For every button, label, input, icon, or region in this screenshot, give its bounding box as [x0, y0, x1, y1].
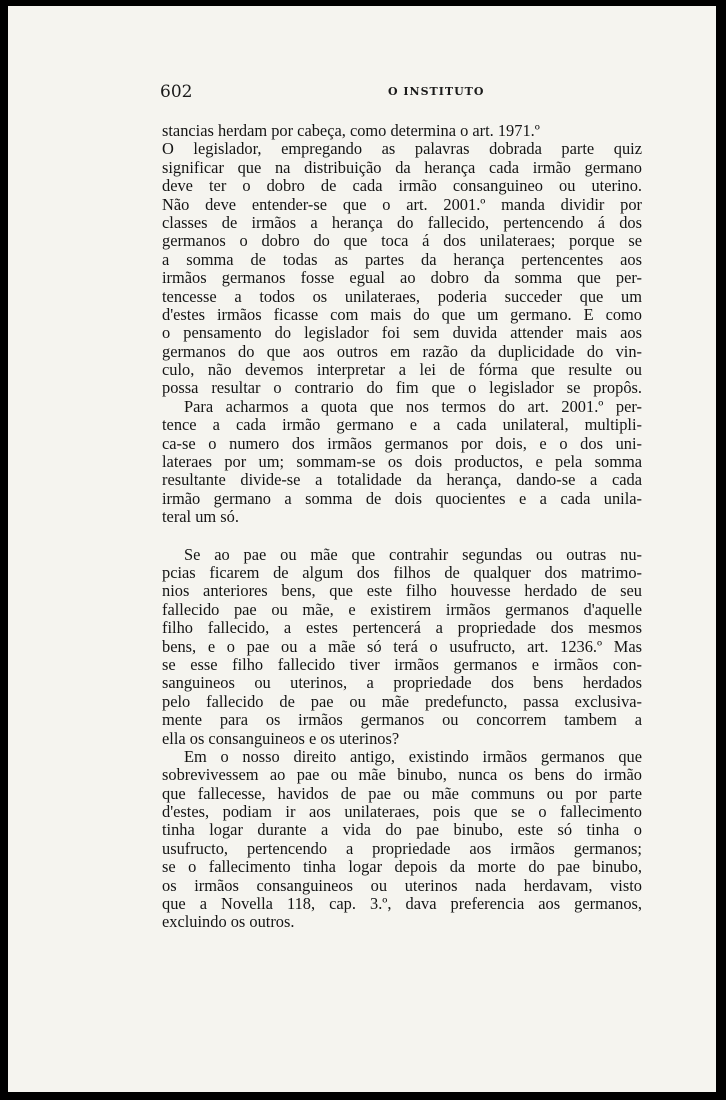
running-title: O INSTITUTO — [388, 85, 485, 98]
text-line: fallecido pae ou mãe, e existirem irmãos germanos d'aquelle — [162, 599, 642, 619]
page-number: 602 — [160, 82, 193, 102]
paragraph-gap — [162, 527, 642, 546]
text-line: irmãos germanos fosse egual ao dobro da somma que per- — [162, 268, 642, 288]
text-line: stancias herdam por cabeça, como determina o art. 1971.º — [162, 121, 540, 140]
text-line: tence a cada irmão germano e a cada unilateral, multipli- — [162, 415, 642, 435]
page-header — [160, 82, 630, 102]
text-line: O legislador, empregando as palavras dobrada parte quiz — [162, 139, 642, 159]
body-text — [162, 122, 642, 932]
text-line: nios anteriores bens, que este filho houvesse herdado de seu — [162, 581, 642, 601]
text-line: bens, e o pae ou a mãe só terá o usufructo, art. 1236.º Mas — [162, 636, 642, 656]
text-line: se esse filho fallecido tiver irmãos germanos e irmãos con- — [162, 654, 642, 674]
text-line: culo, não devemos interpretar a lei de fórma que resulte ou — [162, 360, 642, 380]
text-line: possa resultar o contrario do fim que o legislador se propôs. — [162, 378, 642, 398]
text-line: teral um só. — [162, 507, 239, 527]
text-line: excluindo os outros. — [162, 912, 295, 932]
text-line: a somma de todas as partes da herança pertencentes aos — [162, 249, 642, 269]
text-line: pelo fallecido de pae ou mãe predefuncto, passa exclusiva- — [162, 691, 642, 711]
text-line: o pensamento do legislador foi sem duvida attender mais aos — [162, 323, 642, 343]
text-line: d'estes, podiam ir aos unilateraes, pois que se o fallecimento — [162, 802, 642, 822]
text-line: ca-se o numero dos irmãos germanos por dois, e o dos uni- — [162, 433, 642, 453]
text-line: Em o nosso direito antigo, existindo irmãos germanos que — [184, 746, 642, 766]
book-page — [8, 6, 716, 1092]
text-line: germanos o dobro do que toca á dos unilateraes; porque se — [162, 231, 642, 251]
text-line: significar que na distribuição da herança cada irmão germano — [162, 157, 642, 177]
text-line: deve ter o dobro de cada irmão consanguineo ou uterino. — [162, 176, 642, 196]
text-line: tinha logar durante a vida do pae binubo, este só tinha o — [162, 820, 642, 840]
text-line: irmão germano a somma de dois quocientes e a cada unila- — [162, 488, 642, 508]
text-line: germanos do que aos outros em razão da duplicidade do vin- — [162, 341, 642, 361]
text-line: Para acharmos a quota que nos termos do art. 2001.º per- — [184, 396, 642, 416]
text-line: filho fallecido, a estes pertencerá a propriedade dos mesmos — [162, 618, 642, 638]
text-line: Se ao pae ou mãe que contrahir segundas ou outras nu- — [184, 544, 642, 564]
text-line: que a Novella 118, cap. 3.º, dava preferencia aos germanos, — [162, 894, 642, 914]
text-line: sobrevivessem ao pae ou mãe binubo, nunca os bens do irmão — [162, 765, 642, 785]
text-line: sanguineos ou uterinos, a propriedade dos bens herdados — [162, 673, 642, 693]
text-line: lateraes por um; sommam-se os dois productos, e pela somma — [162, 452, 642, 472]
text-line: ella os consanguineos e os uterinos? — [162, 728, 400, 748]
text-line: usufructo, pertencendo a propriedade aos irmãos germanos; — [162, 838, 642, 858]
text-line: Não deve entender-se que o art. 2001.º manda dividir por — [162, 194, 642, 214]
text-line: tencesse a todos os unilateraes, poderia succeder que um — [162, 286, 642, 306]
text-line: pcias ficarem de algum dos filhos de qualquer dos matrimo- — [162, 562, 642, 582]
text-line: resultante divide-se a totalidade da herança, dando-se a cada — [162, 470, 642, 490]
text-line: d'estes irmãos ficasse com mais do que um germano. E como — [162, 304, 642, 324]
text-line: mente para os irmãos germanos ou concorrem tambem a — [162, 710, 642, 730]
text-line: que fallecesse, havidos de pae ou mãe communs ou por parte — [162, 783, 642, 803]
text-line: se o fallecimento tinha logar depois da morte do pae binubo, — [162, 857, 642, 877]
text-line: os irmãos consanguineos ou uterinos nada herdavam, visto — [162, 875, 642, 895]
text-line: classes de irmãos a herança do fallecido, pertencendo á dos — [162, 212, 642, 232]
